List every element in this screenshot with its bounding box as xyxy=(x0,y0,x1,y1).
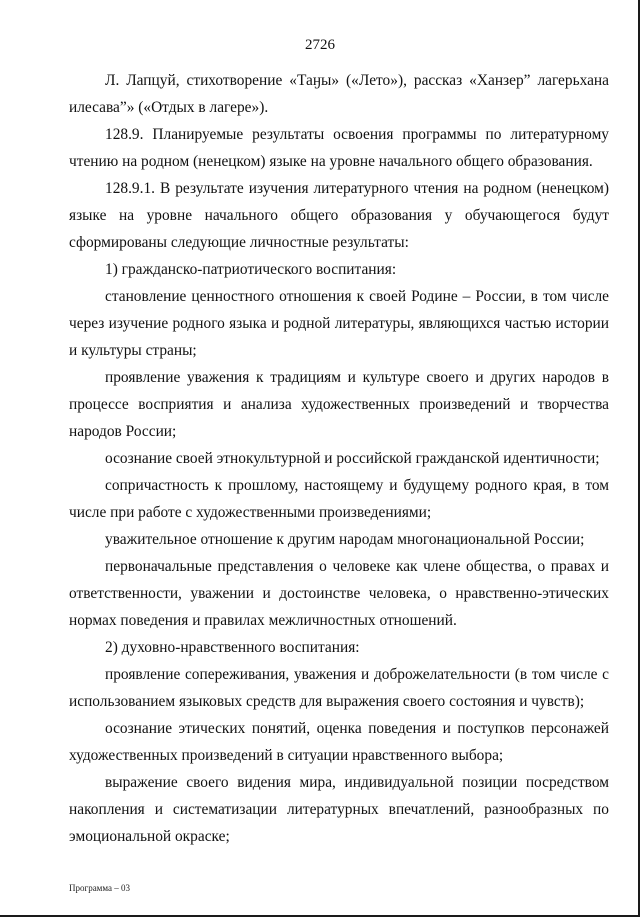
paragraph: 128.9. Планируемые результаты освоения программы по литературному чтению на родном (ненецком) языке на уровне начального общего образования. xyxy=(69,126,609,170)
paragraph: 128.9.1. В результате изучения литературного чтения на родном (ненецком) языке на уровне начального общего образования у обучающегося будут сформированы следующие личностные результаты: xyxy=(69,180,609,251)
paragraph: 1) гражданско-патриотического воспитания: xyxy=(105,261,397,278)
document-body xyxy=(69,67,609,850)
paragraph: 2) духовно-нравственного воспитания: xyxy=(105,639,360,656)
paragraph: выражение своего видения мира, индивидуальной позиции посредством накопления и систематизации литературных впечатлений, разнообразных по эмоциональной окраске; xyxy=(69,774,609,845)
paragraph: сопричастность к прошлому, настоящему и будущему родного края, в том числе при работе с художественными произведениями; xyxy=(69,477,609,521)
paragraph: первоначальные представления о человеке как члене общества, о правах и ответственности, уважении и достоинстве человека, о нравственно-этических нормах поведения и правилах межличностных отношений. xyxy=(69,558,609,629)
page-number: 2726 xyxy=(305,37,335,53)
paragraph: становление ценностного отношения к своей Родине – России, в том числе через изучение родного языка и родной литературы, являющихся частью истории и культуры страны; xyxy=(69,288,609,359)
paragraph: осознание своей этнокультурной и российской гражданской идентичности; xyxy=(105,450,600,467)
paragraph: Л. Лапцуй, стихотворение «Таӈы» («Лето»), рассказ «Ханзер” лагерьхана илесава”» («Отдых в лагере»). xyxy=(69,72,609,116)
paragraph: уважительное отношение к другим народам многонациональной России; xyxy=(105,531,585,548)
paragraph: проявление уважения к традициям и культуре своего и других народов в процессе восприятия и анализа художественных произведений и творчества народов России; xyxy=(69,369,609,440)
footer-label: Программа – 03 xyxy=(69,883,131,893)
paragraph: осознание этических понятий, оценка поведения и поступков персонажей художественных произведений в ситуации нравственного выбора; xyxy=(69,720,609,764)
paragraph: проявление сопереживания, уважения и доброжелательности (в том числе с использованием языковых средств для выражения своего состояния и чувств); xyxy=(69,666,609,710)
